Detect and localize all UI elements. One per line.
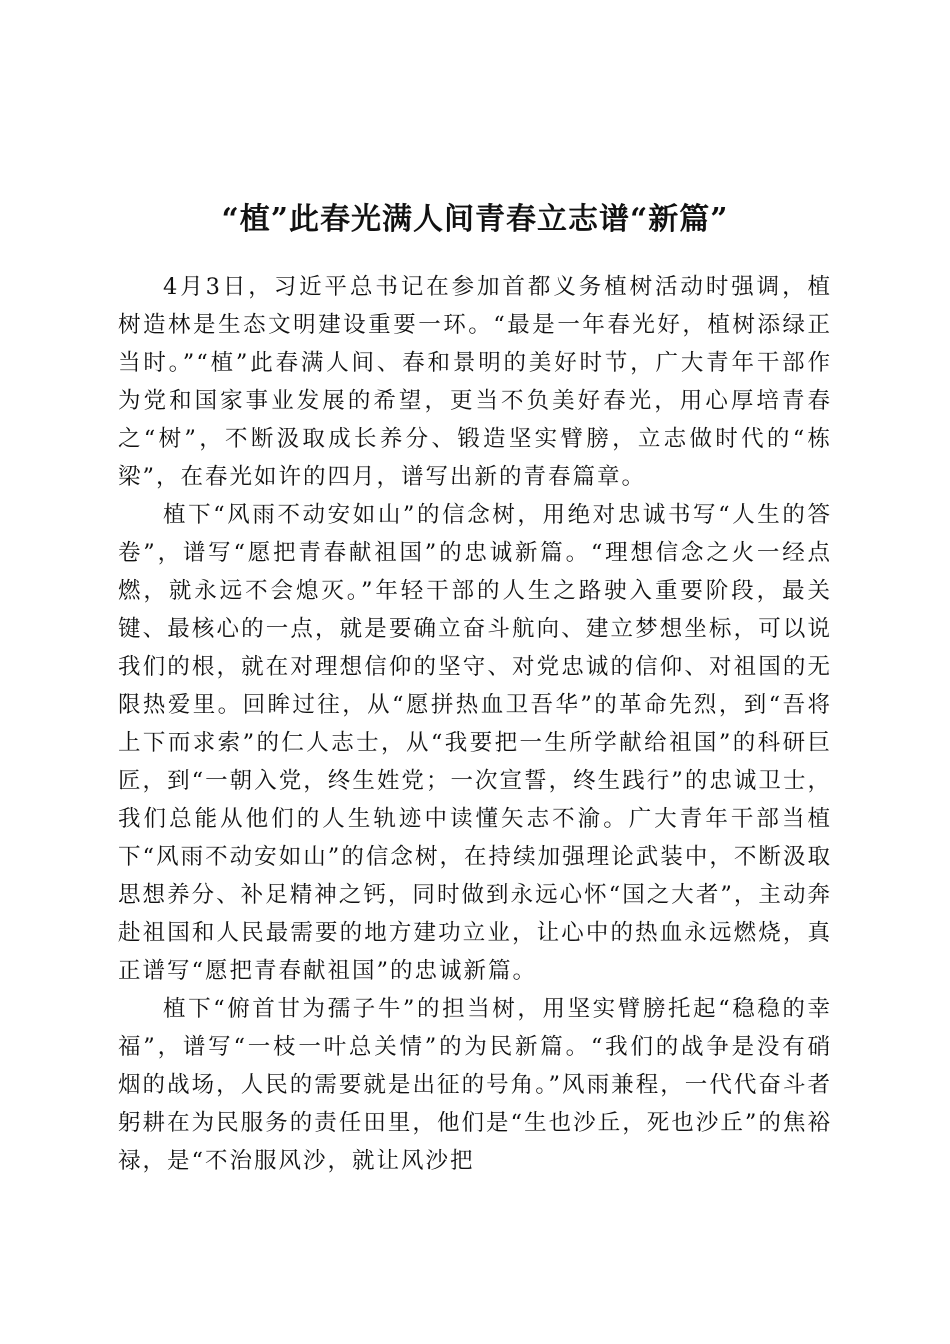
document-title: “植”此春光满人间青春立志谱“新篇” — [221, 202, 729, 237]
paragraph-1: 4月3日，习近平总书记在参加首都义务植树活动时强调，植树造林是生态文明建设重要一环。“最是一年春光好，植树添绿正当时。”“植”此春满人间、春和景明的美好时节，广大青年干部作为党和国家事业发展的希望，更当不负美好春光，用心厚培青春之“树”，不断汲取成长养分、锻造坚实臂膀，立志做时代的“栋梁”，在春光如许的四月，谱写出新的青春篇章。 — [118, 274, 832, 490]
document-body — [118, 268, 832, 1180]
paragraph-3: 植下“俯首甘为孺子牛”的担当树，用坚实臂膀托起“稳稳的幸福”，谱写“一枝一叶总关情”的为民新篇。“我们的战争是没有硝烟的战场，人民的需要就是出征的号角。”风雨兼程，一代代奋斗者躬耕在为民服务的责任田里，他们是“生也沙丘，死也沙丘”的焦裕禄，是“不治服风沙，就让风沙把 — [118, 996, 832, 1174]
paragraph-2: 植下“风雨不动安如山”的信念树，用绝对忠诚书写“人生的答卷”，谱写“愿把青春献祖国”的忠诚新篇。“理想信念之火一经点燃，就永远不会熄灭。”年轻干部的人生之路驶入重要阶段，最关键、最核心的一点，就是要确立奋斗航向、建立梦想坐标，可以说我们的根，就在对理想信仰的坚守、对党忠诚的信仰、对祖国的无限热爱里。回眸过往，从“愿拼热血卫吾华”的革命先烈，到“吾将上下而求索”的仁人志士，从“我要把一生所学献给祖国”的科研巨匠，到“一朝入党，终生姓党；一次宣誓，终生践行”的忠诚卫士，我们总能从他们的人生轨迹中读懂矢志不渝。广大青年干部当植下“风雨不动安如山”的信念树，在持续加强理论武装中，不断汲取思想养分、补足精神之钙，同时做到永远心怀“国之大者”，主动奔赴祖国和人民最需要的地方建功立业，让心中的热血永远燃烧，真正谱写“愿把青春献祖国”的忠诚新篇。 — [118, 502, 832, 984]
